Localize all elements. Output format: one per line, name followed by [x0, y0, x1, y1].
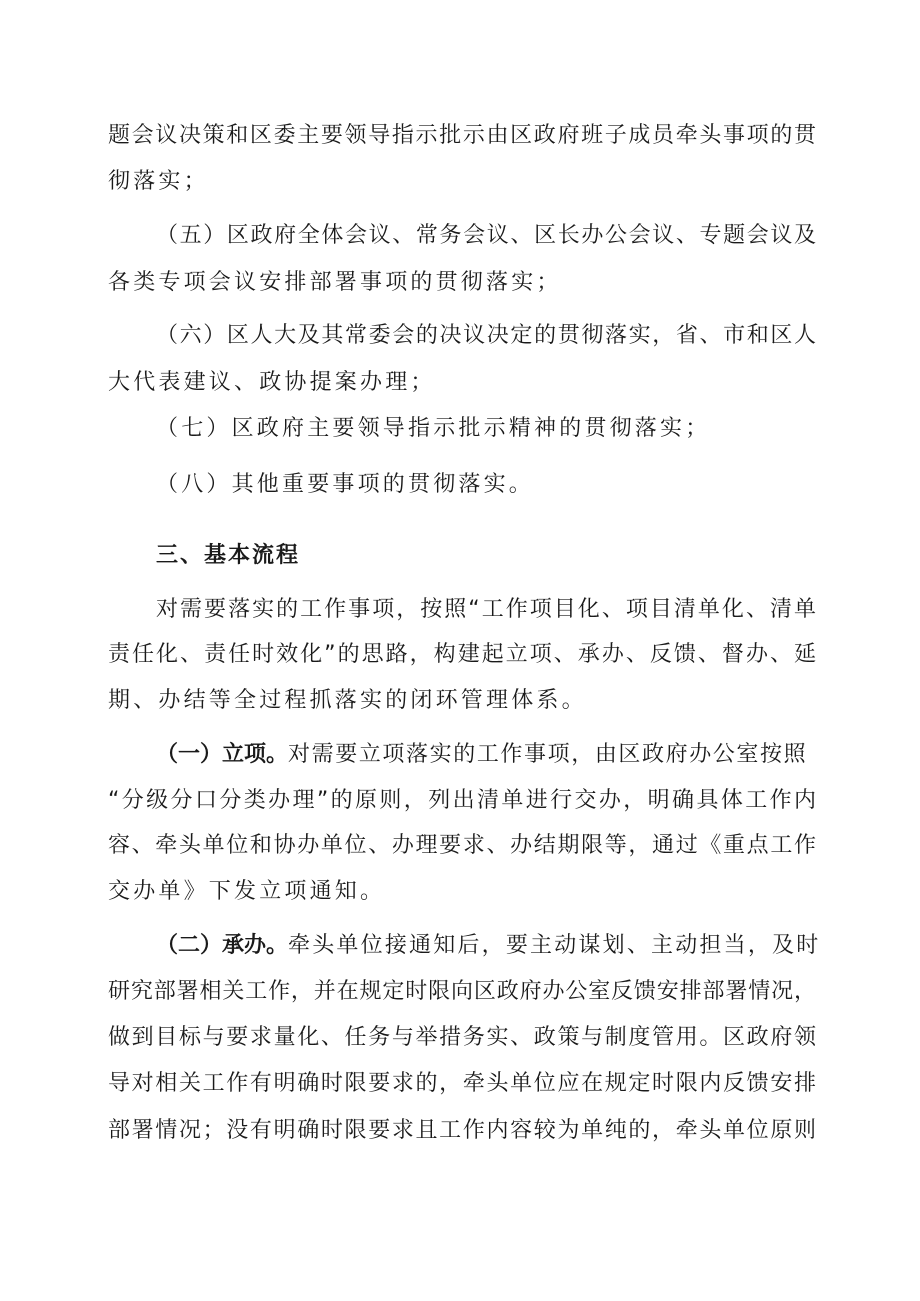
paragraph-line: 各类专项会议安排部署事项的贯彻落实；	[108, 270, 562, 295]
paragraph-line: 大代表建议、政协提案办理；	[108, 370, 436, 395]
paragraph-line: 部署情况；没有明确时限要求且工作内容较为单纯的，牵头单位原则	[108, 1118, 816, 1143]
paragraph-line: 题会议决策和区委主要领导指示批示由区政府班子成员牵头事项的贯	[108, 123, 816, 148]
paragraph-line: 对需要落实的工作事项，按照“工作项目化、项目清单化、清单	[156, 597, 816, 622]
paragraph-line: （七）区政府主要领导指示批示精神的贯彻落实；	[156, 416, 711, 441]
subheading-label: （一）立项。	[156, 742, 289, 767]
paragraph-line: 研究部署相关工作，并在规定时限向区政府办公室反馈安排部署情况，	[108, 979, 816, 1004]
paragraph-line: 做到目标与要求量化、任务与举措务实、政策与制度管用。区政府领	[108, 1025, 816, 1050]
section-heading: 三、基本流程	[156, 543, 301, 568]
paragraph-line: 期、办结等全过程抓落实的闭环管理体系。	[108, 688, 587, 713]
subheading-label: （二）承办。	[156, 933, 289, 958]
paragraph-text: 对需要立项落实的工作事项，由区政府办公室按照	[288, 742, 808, 767]
paragraph-line: （八）其他重要事项的贯彻落实。	[156, 472, 535, 497]
paragraph-text: 牵头单位接通知后，要主动谋划、主动担当，及时	[288, 933, 821, 958]
paragraph-line: “分级分口分类办理”的原则，列出清单进行交办，明确具体工作内	[108, 788, 816, 813]
paragraph-line	[156, 740, 816, 770]
paragraph-line: 彻落实；	[108, 169, 209, 194]
paragraph-line	[156, 931, 821, 961]
paragraph-line: （五）区政府全体会议、常务会议、区长办公会议、专题会议及	[156, 223, 816, 248]
paragraph-line: 导对相关工作有明确时限要求的，牵头单位应在规定时限内反馈安排	[108, 1071, 816, 1096]
paragraph-line: 责任化、责任时效化”的思路，构建起立项、承办、反馈、督办、延	[108, 642, 816, 667]
paragraph-line: 交办单》下发立项通知。	[108, 879, 386, 904]
paragraph-line: 容、牵头单位和协办单位、办理要求、办结期限等，通过《重点工作	[108, 833, 816, 858]
paragraph-line: （六）区人大及其常委会的决议决定的贯彻落实，省、市和区人	[156, 323, 816, 348]
